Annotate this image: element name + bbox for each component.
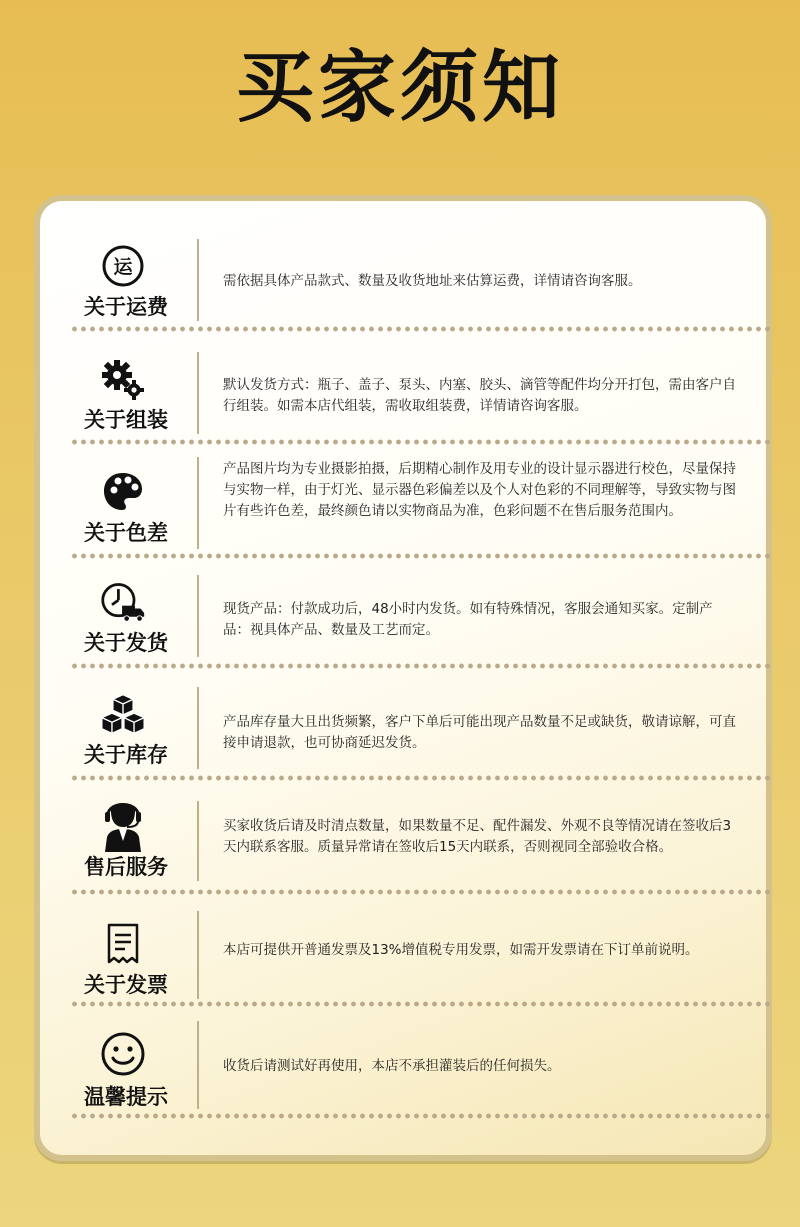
- row-text: 默认发货方式：瓶子、盖子、泵头、内塞、胶头、滴管等配件均分开打包，需由客户自行组装。如需本店代组装，需收取组装费，详情请咨询客服。: [223, 377, 736, 414]
- dotted-separator: [70, 889, 770, 895]
- smiley-icon: [100, 1031, 146, 1077]
- row-label: 关于色差: [84, 521, 168, 545]
- row-text: 产品图片均为专业摄影拍摄，后期精心制作及用专业的设计显示器进行校色，尽量保持与实物一样，由于灯光、显示器色彩偏差以及个人对色彩的不同理解等，导致实物与图片有些许色差，最终颜色请以实物商品为准，色彩问题不在售后服务范围内。: [223, 461, 736, 519]
- row-label: 关于发货: [84, 631, 168, 655]
- divider-line: [197, 1021, 199, 1109]
- divider-line: [197, 457, 199, 549]
- divider-line: [197, 239, 199, 321]
- dotted-separator: [70, 326, 770, 332]
- dotted-separator: [70, 1113, 770, 1119]
- notice-card: [34, 195, 772, 1161]
- divider-line: [197, 801, 199, 881]
- palette-icon: [100, 469, 146, 515]
- dotted-separator: [70, 663, 770, 669]
- row-label: 售后服务: [84, 855, 168, 879]
- divider-line: [197, 352, 199, 434]
- gears-icon: [100, 356, 146, 402]
- row-label: 关于运费: [84, 295, 168, 319]
- shipping-fee-icon: [100, 243, 146, 289]
- row-text: 产品库存量大且出货频繁，客户下单后可能出现产品数量不足或缺货，敬请谅解，可直接申请退款，也可协商延迟发货。: [223, 714, 736, 751]
- row-text: 需依据具体产品款式、数量及收货地址来估算运费，详情请咨询客服。: [223, 273, 642, 289]
- clock-truck-icon: [100, 579, 146, 625]
- row-text: 现货产品：付款成功后，48小时内发货。如有特殊情况，客服会通知买家。定制产品：视具体产品、数量及工艺而定。: [223, 601, 713, 638]
- dotted-separator: [70, 775, 770, 781]
- headset-agent-icon: [100, 797, 146, 853]
- row-text: 本店可提供开普通发票及13%增值税专用发票，如需开发票请在下订单前说明。: [223, 942, 699, 958]
- row-label: 关于组装: [84, 408, 168, 432]
- svg-text:运: 运: [113, 256, 133, 278]
- row-text: 买家收货后请及时清点数量，如果数量不足、配件漏发、外观不良等情况请在签收后3天内联系客服。质量异常请在签收后15天内联系，否则视同全部验收合格。: [223, 818, 732, 855]
- row-text: 收货后请测试好再使用，本店不承担灌装后的任何损失。: [223, 1058, 561, 1074]
- boxes-icon: [100, 691, 146, 737]
- row-label: 关于发票: [84, 973, 168, 997]
- invoice-icon: [100, 921, 146, 967]
- row-label: 温馨提示: [84, 1085, 168, 1109]
- dotted-separator: [70, 1001, 770, 1007]
- divider-line: [197, 575, 199, 657]
- divider-line: [197, 911, 199, 999]
- divider-line: [197, 687, 199, 769]
- dotted-separator: [70, 553, 770, 559]
- dotted-separator: [70, 439, 770, 445]
- row-label: 关于库存: [84, 743, 168, 767]
- page-title: 买家须知: [235, 43, 564, 133]
